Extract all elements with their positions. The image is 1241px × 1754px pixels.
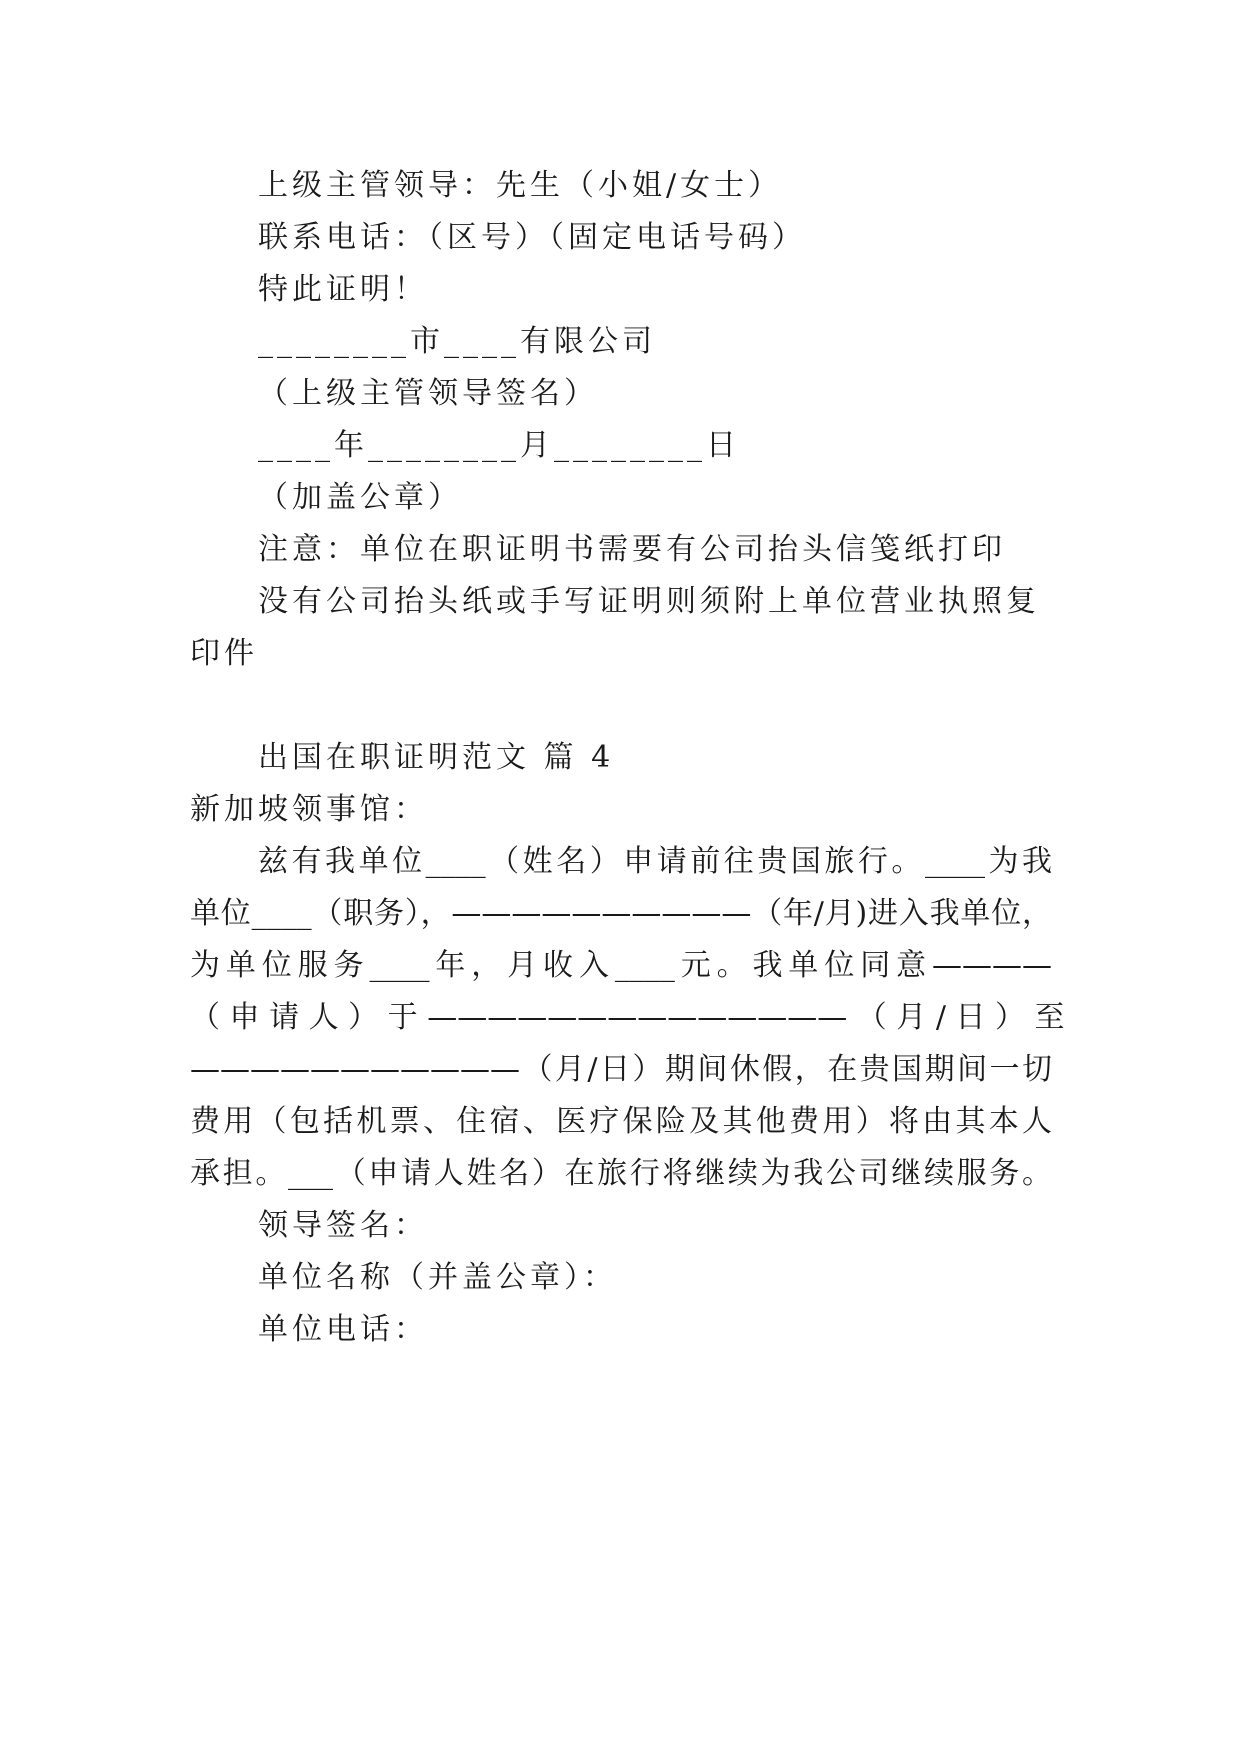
note2-line-2: 印件 bbox=[190, 636, 258, 671]
date-line: ____年________月________日 bbox=[258, 428, 740, 463]
unit-phone-line: 单位电话： bbox=[258, 1312, 428, 1347]
body-line-7: 承担。___（申请人姓名）在旅行将继续为我公司继续服务。 bbox=[190, 1156, 1052, 1191]
section-title: 出国在职证明范文 篇 4 bbox=[258, 740, 615, 775]
addressee-line: 新加坡领事馆： bbox=[190, 792, 428, 827]
unit-name-line: 单位名称（并盖公章）： bbox=[258, 1260, 617, 1295]
body-line-1: 兹有我单位____（姓名）申请前往贵国旅行。____为我 bbox=[258, 844, 1052, 879]
body-line-3: 为单位服务____年，月收入____元。我单位同意———— bbox=[190, 948, 1052, 983]
leader-sign-line: 领导签名： bbox=[258, 1208, 428, 1243]
note2-line-1: 没有公司抬头纸或手写证明则须附上单位营业执照复 bbox=[258, 584, 1040, 619]
note-line: 注意：单位在职证明书需要有公司抬头信笺纸打印 bbox=[258, 532, 1006, 567]
supervisor-line: 上级主管领导：先生（小姐/女士） bbox=[258, 168, 783, 203]
body-line-6: 费用（包括机票、住宿、医疗保险及其他费用）将由其本人 bbox=[190, 1104, 1052, 1139]
company-line: ________市____有限公司 bbox=[258, 324, 656, 359]
body-line-4: （ 申 请 人 ） 于 —————————————— （ 月 / 日 ） 至 bbox=[190, 1000, 1065, 1035]
certify-line: 特此证明！ bbox=[258, 272, 428, 307]
body-line-5: ———————————（月/日）期间休假，在贵国期间一切 bbox=[190, 1052, 1052, 1087]
signature-line: （上级主管领导签名） bbox=[258, 376, 598, 411]
body-line-2: 单位____（职务），——————————（年/月)进入我单位， bbox=[190, 896, 1052, 931]
phone-line: 联系电话：（区号）（固定电话号码） bbox=[258, 220, 806, 255]
seal-line: （加盖公章） bbox=[258, 480, 462, 515]
